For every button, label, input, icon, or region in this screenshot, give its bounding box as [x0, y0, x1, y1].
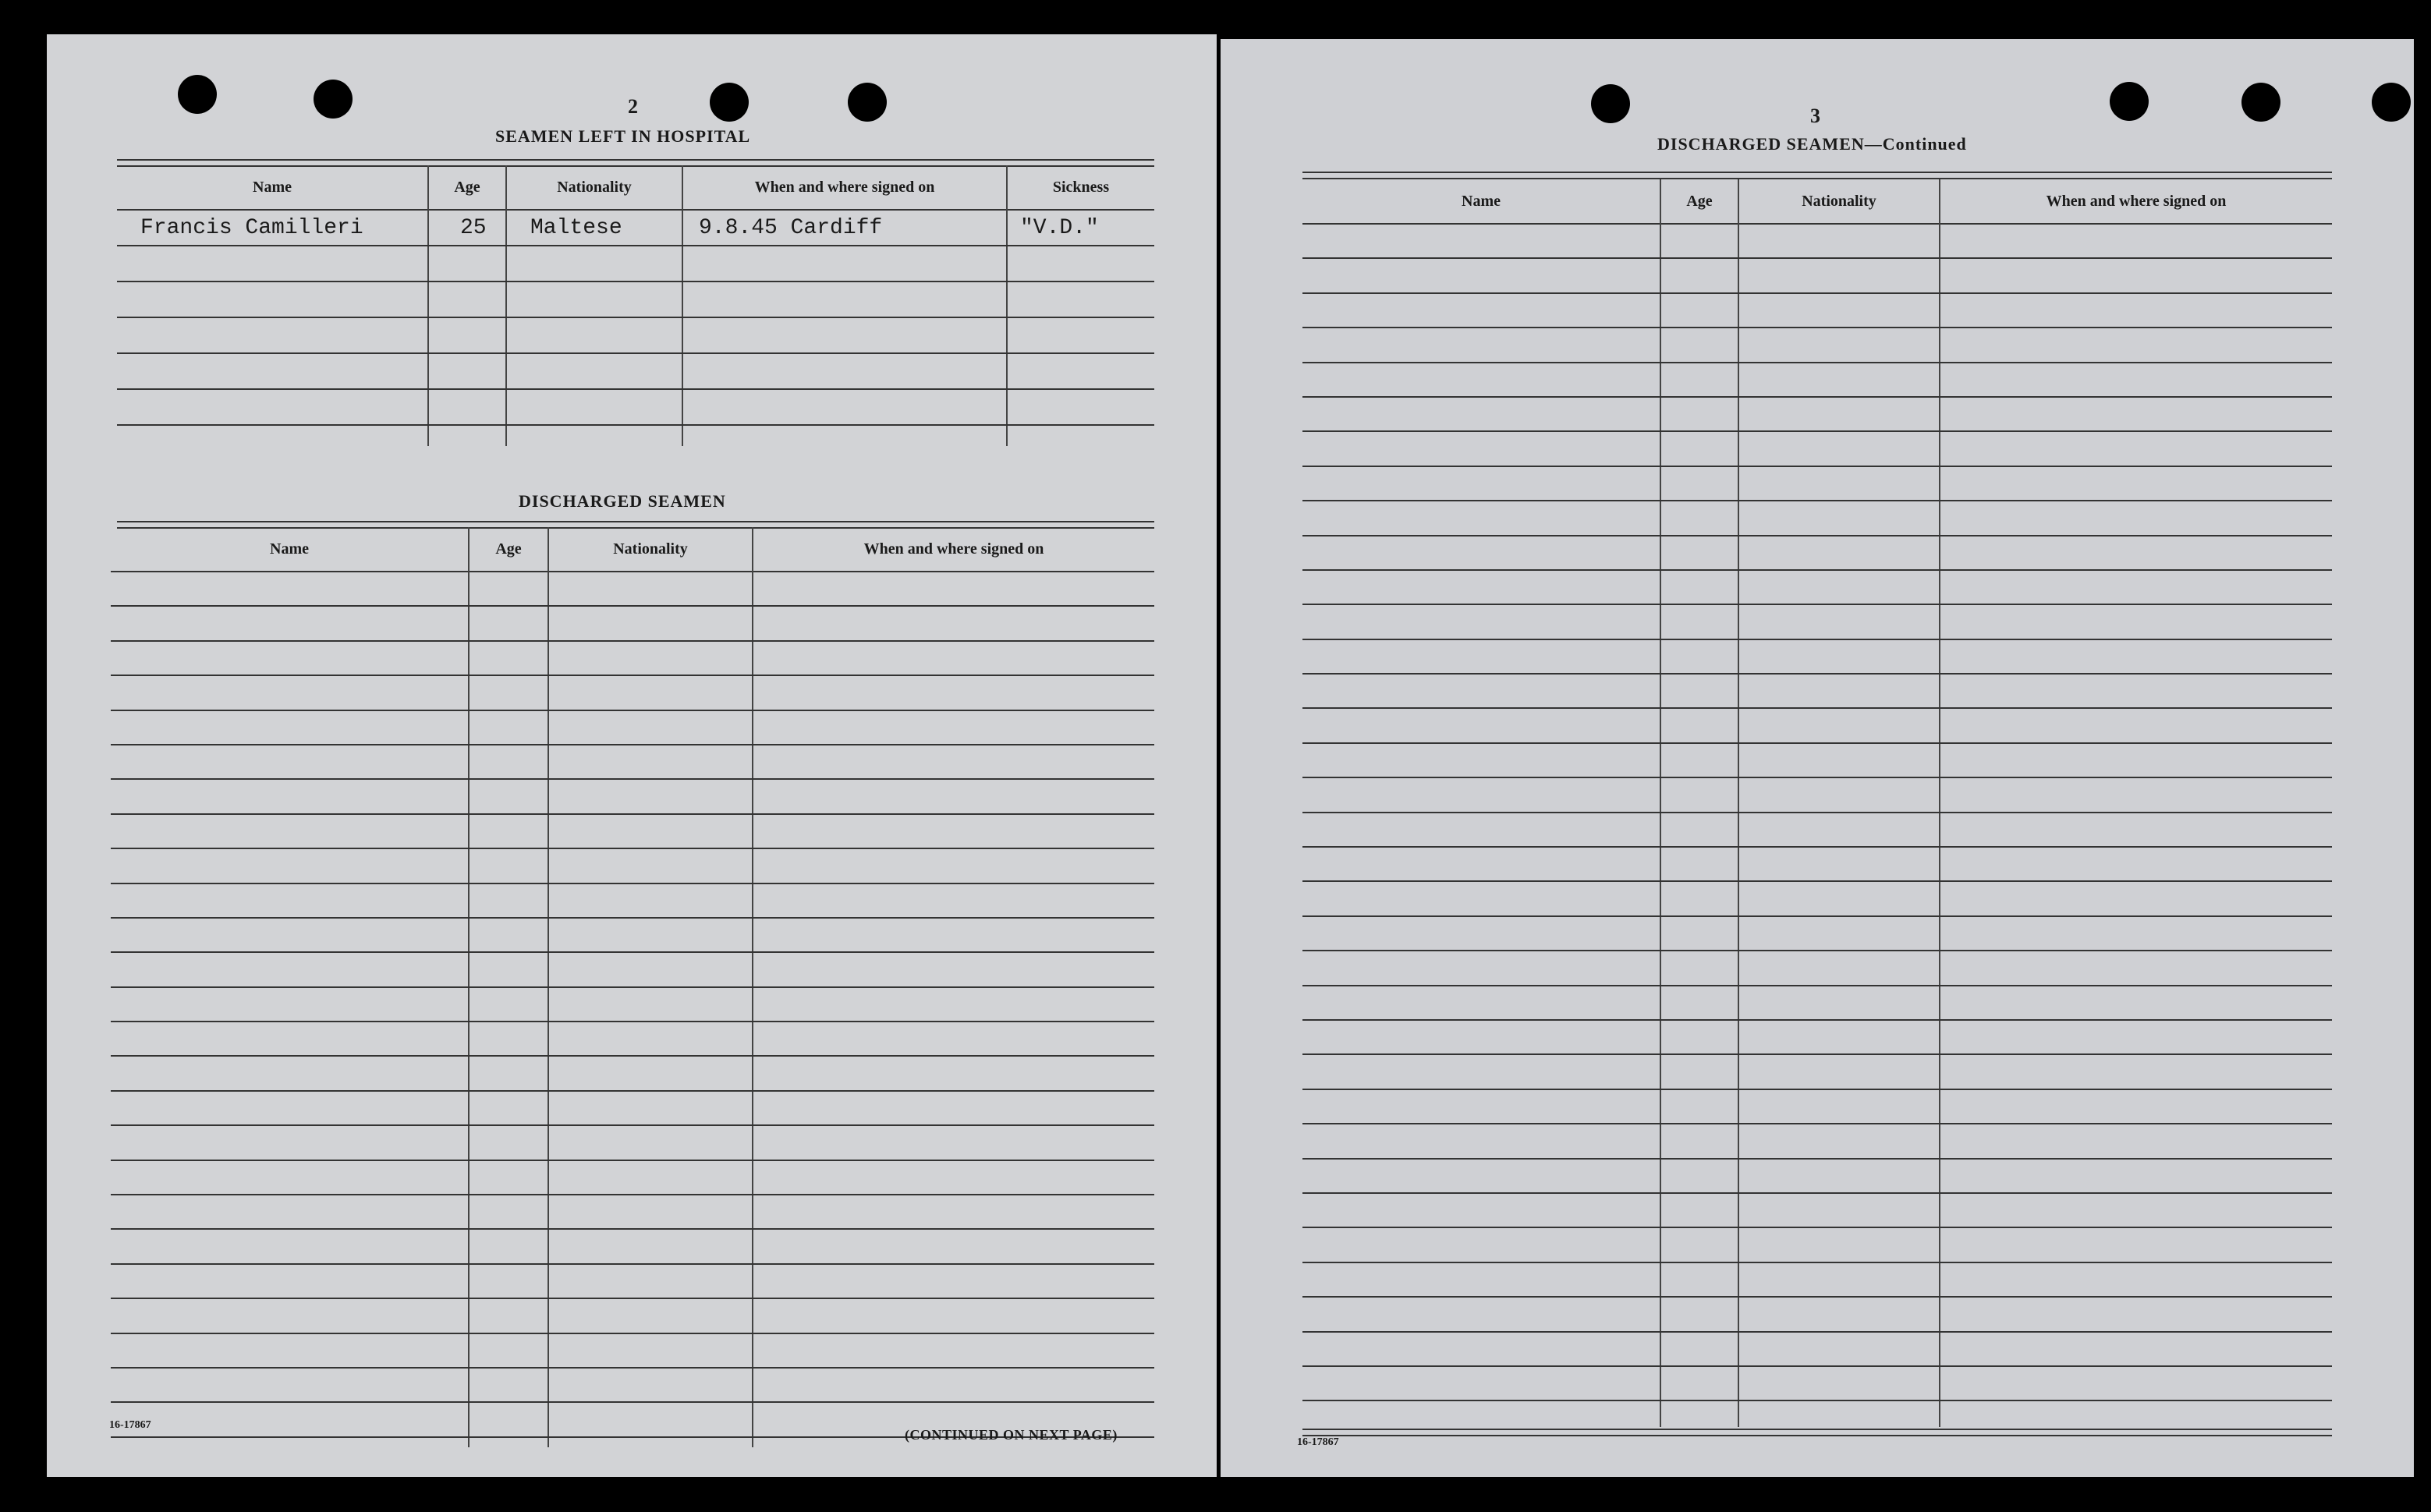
table-cell: 25 — [460, 216, 487, 240]
table-row — [1302, 363, 2332, 398]
discharged-continued-rows — [1302, 225, 2332, 1401]
table-row — [1302, 882, 2332, 916]
table-row — [1302, 467, 2332, 501]
column-header-signed-on: When and where signed on — [863, 540, 1044, 558]
table-row — [1302, 1160, 2332, 1194]
table-row — [1302, 398, 2332, 432]
table-row — [1302, 951, 2332, 986]
table-row — [1302, 501, 2332, 536]
column-header-signed-on: When and where signed on — [683, 165, 1008, 209]
right-page — [1221, 39, 2414, 1477]
table-row — [111, 1230, 1154, 1264]
column-header-name: Name — [117, 165, 429, 209]
table-row — [1302, 1333, 2332, 1367]
table-row — [1302, 709, 2332, 743]
table-row — [1302, 432, 2332, 466]
table-row — [117, 354, 1154, 390]
table-row — [111, 919, 1154, 953]
table-row — [1302, 1228, 2332, 1262]
table-row — [1302, 744, 2332, 778]
table-row — [1302, 571, 2332, 605]
hospital-table — [117, 165, 1154, 446]
table-row — [1302, 605, 2332, 639]
column-header-name: Name — [1302, 179, 1661, 223]
table-row — [111, 953, 1154, 987]
table-row — [111, 572, 1154, 607]
table-row — [1302, 917, 2332, 951]
column-header-age: Age — [1661, 179, 1739, 223]
table-row — [117, 318, 1154, 354]
form-number: 16-17867 — [109, 1419, 151, 1431]
table-row — [111, 1126, 1154, 1160]
table-row — [111, 1022, 1154, 1057]
table-row — [1302, 1021, 2332, 1055]
punch-hole — [1591, 84, 1630, 123]
table-row — [111, 1334, 1154, 1369]
discharged-table — [111, 527, 1154, 1447]
table-row — [1302, 536, 2332, 571]
table-row — [111, 745, 1154, 780]
table-row — [111, 1195, 1154, 1230]
punch-hole — [2372, 83, 2411, 122]
punch-hole — [2241, 83, 2280, 122]
punch-hole — [710, 83, 749, 122]
left-page — [47, 34, 1217, 1477]
table-row — [117, 282, 1154, 318]
form-number: 16-17867 — [1297, 1436, 1339, 1448]
column-header-sickness: Sickness — [1052, 178, 1110, 196]
table-row — [111, 1369, 1154, 1403]
table-row — [1302, 225, 2332, 259]
table-row — [111, 642, 1154, 676]
table-row — [1302, 778, 2332, 813]
table-row — [111, 711, 1154, 745]
table-row — [1302, 1367, 2332, 1401]
table-row — [111, 1299, 1154, 1333]
table-row — [111, 988, 1154, 1022]
column-header-age: Age — [429, 165, 507, 209]
table-row — [117, 390, 1154, 426]
page-number: 3 — [1810, 104, 1820, 127]
table-row — [1302, 1090, 2332, 1124]
table-cell: 9.8.45 Cardiff — [699, 216, 883, 240]
discharged-continued-title: DISCHARGED SEAMEN—Continued — [1657, 134, 1967, 154]
section-rule — [1302, 172, 2332, 179]
table-cell: Francis Camilleri — [140, 216, 363, 240]
discharged-section-title: DISCHARGED SEAMEN — [519, 491, 726, 511]
punch-hole — [2110, 82, 2149, 121]
table-row — [111, 884, 1154, 919]
table-row — [1302, 1263, 2332, 1298]
page-number: 2 — [628, 95, 638, 118]
continued-note: (CONTINUED ON NEXT PAGE) — [905, 1427, 1118, 1443]
discharged-continued-table — [1302, 179, 2332, 1427]
table-row — [111, 1161, 1154, 1195]
table-row — [111, 1092, 1154, 1126]
table-row — [1302, 1194, 2332, 1228]
hospital-section-title: SEAMEN LEFT IN HOSPITAL — [495, 126, 751, 146]
table-row — [117, 246, 1154, 282]
table-row — [1302, 813, 2332, 848]
table-row — [1302, 1298, 2332, 1332]
table-row — [1302, 1055, 2332, 1089]
table-row — [117, 211, 1154, 246]
table-row — [111, 607, 1154, 641]
punch-hole — [848, 83, 887, 122]
hospital-rows — [117, 211, 1154, 426]
table-row — [1302, 640, 2332, 675]
column-header-age: Age — [470, 527, 549, 571]
table-row — [111, 780, 1154, 814]
punch-hole — [314, 80, 353, 119]
table-row — [111, 1265, 1154, 1299]
column-header-signed-on: When and where signed on — [2046, 192, 2227, 210]
column-header-name: Name — [111, 527, 470, 571]
column-header-nationality: Nationality — [549, 527, 753, 571]
table-row — [1302, 294, 2332, 328]
table-row — [111, 1057, 1154, 1091]
punch-hole — [178, 75, 217, 114]
table-row — [111, 849, 1154, 883]
table-row — [1302, 848, 2332, 882]
discharged-rows — [111, 572, 1154, 1438]
table-row — [1302, 675, 2332, 709]
section-rule — [1302, 1429, 2332, 1436]
table-cell: Maltese — [530, 216, 622, 240]
table-row — [111, 676, 1154, 710]
table-row — [111, 815, 1154, 849]
table-row — [1302, 259, 2332, 293]
table-row — [1302, 986, 2332, 1021]
column-header-nationality: Nationality — [1739, 179, 1940, 223]
table-cell: "V.D." — [1020, 216, 1099, 240]
table-row — [1302, 328, 2332, 363]
column-header-nationality: Nationality — [507, 165, 683, 209]
table-row — [1302, 1124, 2332, 1159]
